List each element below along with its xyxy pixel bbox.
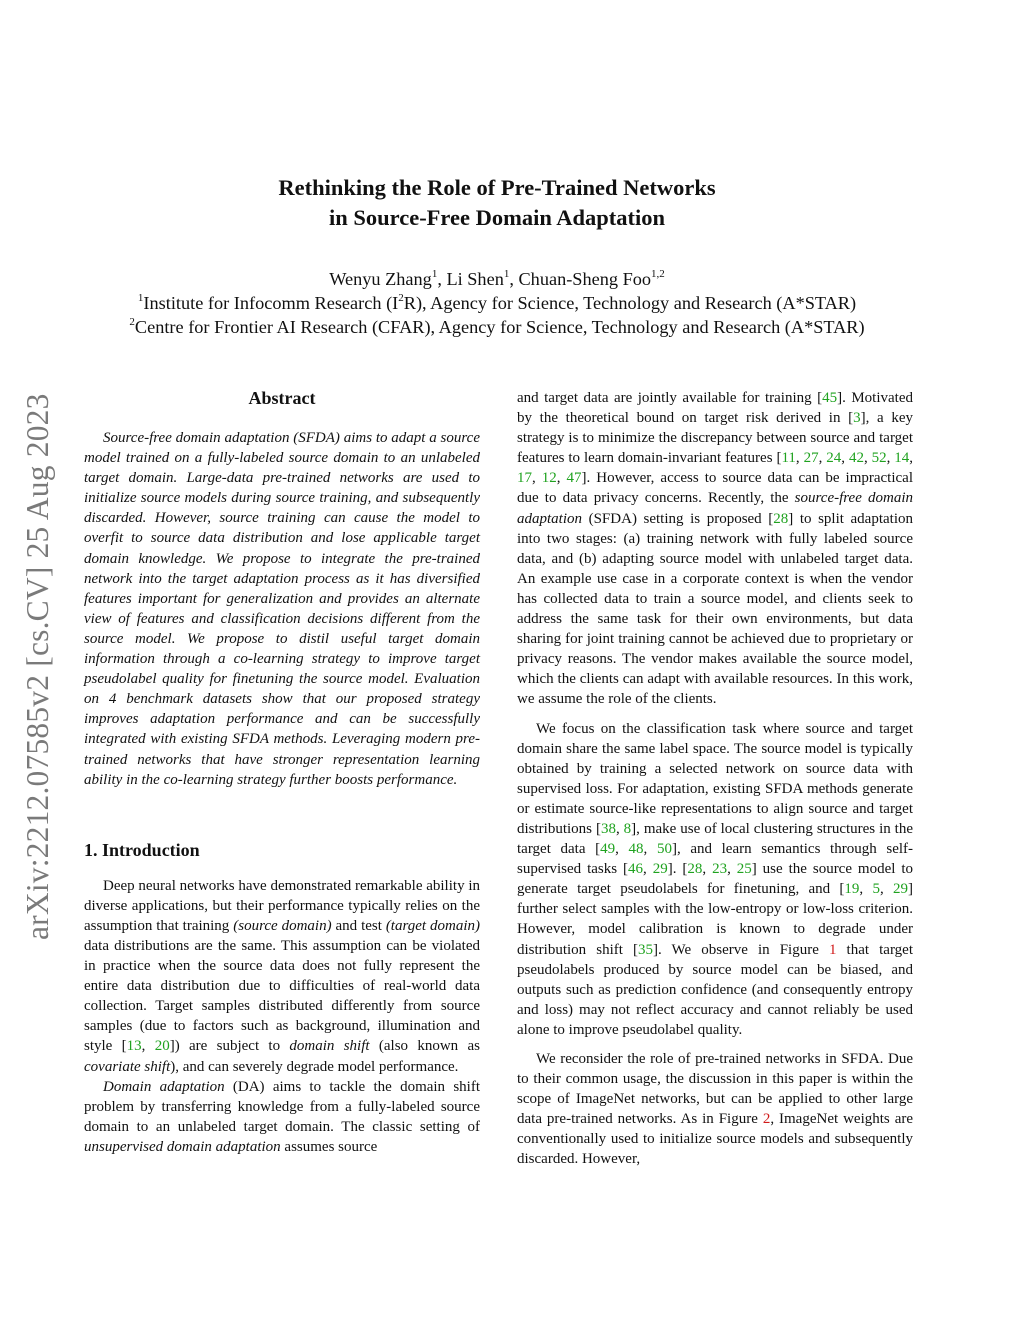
abstract-heading: Abstract bbox=[248, 388, 316, 408]
text-run: ] to split adaptation into two stages: (a) training network with fully labeled source data, and (b) adapting source model with unlabeled target data. An example use case in a corporate context is when the vendor has collected data to train a source model, and clients seek to address the same task for their own environments, but data sharing for joint training cannot be achieved due to proprietary or privacy reasons. The vendor makes available the source model, which the clients can adapt with available resources. In this work, we assume the role of the clients. bbox=[517, 510, 913, 708]
title-line-1: Rethinking the Role of Pre-Trained Networks bbox=[278, 175, 716, 200]
text-run: (DA) aims to tackle the domain shift problem by transferring knowledge from a fully-labeled source domain to an unlabeled target domain. The classic setting of bbox=[84, 1078, 480, 1135]
separator: , bbox=[879, 881, 894, 898]
separator: , bbox=[702, 861, 713, 878]
citation-link[interactable]: 5 bbox=[872, 881, 880, 898]
affiliation-2 bbox=[70, 315, 924, 339]
citation-link[interactable]: 20 bbox=[154, 1038, 170, 1055]
citation-link[interactable]: 14 bbox=[894, 450, 910, 467]
citation-link[interactable]: 29 bbox=[893, 881, 909, 898]
text-run: ), and can severely degrade model performance. bbox=[170, 1058, 459, 1075]
text-run: assumes source bbox=[280, 1138, 378, 1155]
separator: , bbox=[556, 470, 567, 487]
text-run: that target pseudolabels produced by source model can be biased, and outputs such as prediction confidence (and consequently entropy and loss) may not reflect accuracy and cannot reliably be used alone to improve pseudolabel quality. bbox=[517, 941, 913, 1038]
author-list bbox=[70, 267, 924, 291]
affiliation-text: Centre for Frontier AI Research (CFAR), Agency for Science, Technology and Research (A*STAR) bbox=[134, 317, 865, 337]
separator: , bbox=[863, 450, 872, 467]
separator: , bbox=[141, 1038, 155, 1055]
author-name: Chuan-Sheng Foo bbox=[518, 269, 652, 289]
text-run: data distributions are the same. This assumption can be violated in practice when the source data does not fully represent the entire data distribution due to difficulties of real-world data collection. Target samples distributed differently from source samples (due to factors such as background, illumination and style [ bbox=[84, 937, 480, 1055]
text-run: (SFDA) setting is proposed [ bbox=[582, 510, 774, 527]
affiliation-text: R), Agency for Science, Technology and Research (A*STAR) bbox=[403, 293, 857, 313]
citation-link[interactable]: 49 bbox=[600, 841, 616, 858]
text-run: Deep neural networks have demonstrated remarkable ability in diverse applications, but their performance typically relies on the assumption that training bbox=[84, 877, 480, 934]
citation-link[interactable]: 48 bbox=[628, 841, 644, 858]
citation-link[interactable]: 19 bbox=[844, 881, 860, 898]
text-run: ]. [ bbox=[667, 861, 688, 878]
citation-link[interactable]: 13 bbox=[126, 1038, 142, 1055]
affiliation-1 bbox=[70, 291, 924, 315]
separator: , bbox=[509, 269, 519, 289]
citation-link[interactable]: 11 bbox=[781, 450, 796, 467]
citation-link[interactable]: 17 bbox=[517, 470, 532, 487]
citation-link[interactable]: 42 bbox=[848, 450, 864, 467]
figure-reference-link[interactable]: 1 bbox=[828, 941, 837, 958]
separator: , bbox=[818, 450, 827, 467]
emphasis: source-free domain adaptation bbox=[517, 490, 913, 527]
text-run: We reconsider the role of pre-trained networks in SFDA. Due to their common usage, the discussion in this paper is within the scope of ImageNet networks, but can be applied to other large data pre-trained networks. As in Figure bbox=[517, 1051, 913, 1128]
citation-link[interactable]: 28 bbox=[687, 861, 703, 878]
citation-link[interactable]: 27 bbox=[803, 450, 819, 467]
citation-link[interactable]: 28 bbox=[773, 510, 789, 527]
citation-link[interactable]: 29 bbox=[652, 861, 668, 878]
author-name: Li Shen bbox=[446, 269, 504, 289]
arxiv-identifier: arXiv:2212.07585v2 [cs.CV] 25 Aug 2023 bbox=[20, 393, 55, 940]
separator: , bbox=[615, 841, 629, 858]
separator: , bbox=[437, 269, 447, 289]
text-run: ] further select samples with the low-entropy or low-loss criterion. However, model calibration is known to degrade under distribution shift [ bbox=[517, 881, 914, 958]
separator: , bbox=[795, 450, 804, 467]
affiliation-marker: 1 bbox=[431, 267, 438, 280]
text-run: ]) are subject to bbox=[169, 1038, 290, 1055]
citation-link[interactable]: 50 bbox=[656, 841, 672, 858]
emphasis: domain shift bbox=[289, 1038, 370, 1055]
section-heading-introduction: 1. Introduction bbox=[84, 839, 200, 860]
separator: , bbox=[727, 861, 737, 878]
citation-link[interactable]: 12 bbox=[541, 470, 557, 487]
right-paragraph-3 bbox=[517, 1049, 913, 1170]
separator: , bbox=[886, 450, 895, 467]
citation-link[interactable]: 38 bbox=[600, 820, 616, 837]
text-run: ]. Motivated by the theoretical bound on target risk derived in [ bbox=[517, 390, 913, 427]
separator: , bbox=[643, 841, 657, 858]
text-run: ], and learn semantics through self-supervised tasks [ bbox=[517, 841, 914, 878]
citation-link[interactable]: 24 bbox=[826, 450, 842, 467]
text-run: , ImageNet weights are conventionally used to initialize source models and subsequently discarded. However, bbox=[517, 1111, 913, 1168]
figure-reference-link[interactable]: 2 bbox=[762, 1111, 771, 1128]
superscript: 2 bbox=[398, 291, 404, 304]
separator: , bbox=[643, 861, 653, 878]
text-run: ]. However, access to source data can be impractical due to data privacy concerns. Recently, the bbox=[517, 470, 914, 507]
separator: , bbox=[532, 470, 542, 487]
citation-link[interactable]: 23 bbox=[712, 861, 728, 878]
text-run: and test bbox=[331, 917, 386, 934]
affiliation-marker: 1 bbox=[137, 291, 144, 304]
emphasis: covariate shift bbox=[84, 1058, 171, 1075]
title-line-2: in Source-Free Domain Adaptation bbox=[328, 205, 666, 230]
paper-title bbox=[160, 173, 834, 233]
separator: , bbox=[615, 820, 624, 837]
text-run: (also known as bbox=[369, 1038, 480, 1055]
text-run: ]. We observe in Figure bbox=[653, 941, 829, 958]
right-column bbox=[517, 388, 913, 1170]
emphasis: Domain adaptation bbox=[103, 1078, 225, 1095]
right-paragraph-2 bbox=[517, 719, 913, 1041]
right-paragraph-1 bbox=[517, 388, 913, 710]
citation-link[interactable]: 3 bbox=[853, 410, 861, 427]
author-block bbox=[70, 267, 924, 339]
text-run: ] use the source model to generate target pseudolabels for finetuning, and [ bbox=[517, 861, 914, 898]
intro-paragraph-1 bbox=[84, 876, 480, 1077]
emphasis: (source domain) bbox=[233, 917, 332, 934]
left-column bbox=[84, 386, 480, 1157]
affiliation-marker: 1 bbox=[503, 267, 510, 280]
citation-link[interactable]: 25 bbox=[736, 861, 752, 878]
emphasis: (target domain) bbox=[385, 917, 480, 934]
separator: , bbox=[909, 450, 914, 467]
citation-link[interactable]: 45 bbox=[822, 390, 838, 406]
citation-link[interactable]: 47 bbox=[566, 470, 582, 487]
abstract-text: Source-free domain adaptation (SFDA) aims to adapt a source model trained on a fully-labeled source domain to an unlabeled target domain. Large-data pre-trained networks are used to initialize source models during source training, and subsequently discarded. However, source training can cause the model to overfit to source data distribution and lose applicable target domain knowledge. We propose to integrate the pre-trained network into the target adaptation process as it has diversified features important for generalization and provides an alternate view of features and classification decisions different from the source model. We propose to distil useful target domain information through a co-learning strategy to improve target pseudolabel quality for finetuning the source model. Evaluation on 4 benchmark datasets show that our proposed strategy improves adaptation performance and can be successfully integrated with existing SFDA methods. Leveraging modern pre-trained networks that have stronger representation learning ability in the co-learning strategy further boosts performance. bbox=[84, 430, 480, 788]
text-run: We focus on the classification task where source and target domain share the same label space. The source model is typically obtained by training a selected network on source data with supervised loss. For adaptation, existing SFDA methods generate or estimate source-like representations to align source and target distributions [ bbox=[517, 720, 913, 837]
author-name: Wenyu Zhang bbox=[329, 269, 432, 289]
text-run: and target data are jointly available for training [ bbox=[517, 390, 823, 406]
affiliation-text: Institute for Infocomm Research (I bbox=[143, 293, 399, 313]
citation-link[interactable]: 46 bbox=[628, 861, 644, 878]
affiliation-marker: 2 bbox=[129, 315, 135, 328]
affiliation-marker: 1,2 bbox=[651, 267, 665, 280]
text-run: ], make use of local clustering structures in the target data [ bbox=[517, 820, 914, 858]
intro-paragraph-2 bbox=[84, 1077, 480, 1157]
citation-link[interactable]: 8 bbox=[623, 820, 632, 837]
separator: , bbox=[841, 450, 849, 467]
separator: , bbox=[859, 881, 873, 898]
emphasis: unsupervised domain adaptation bbox=[84, 1138, 281, 1155]
citation-link[interactable]: 35 bbox=[638, 941, 653, 958]
text-run: ], a key strategy is to minimize the discrepancy between source and target features to learn domain-invariant features [ bbox=[517, 410, 913, 467]
citation-link[interactable]: 52 bbox=[871, 450, 887, 467]
